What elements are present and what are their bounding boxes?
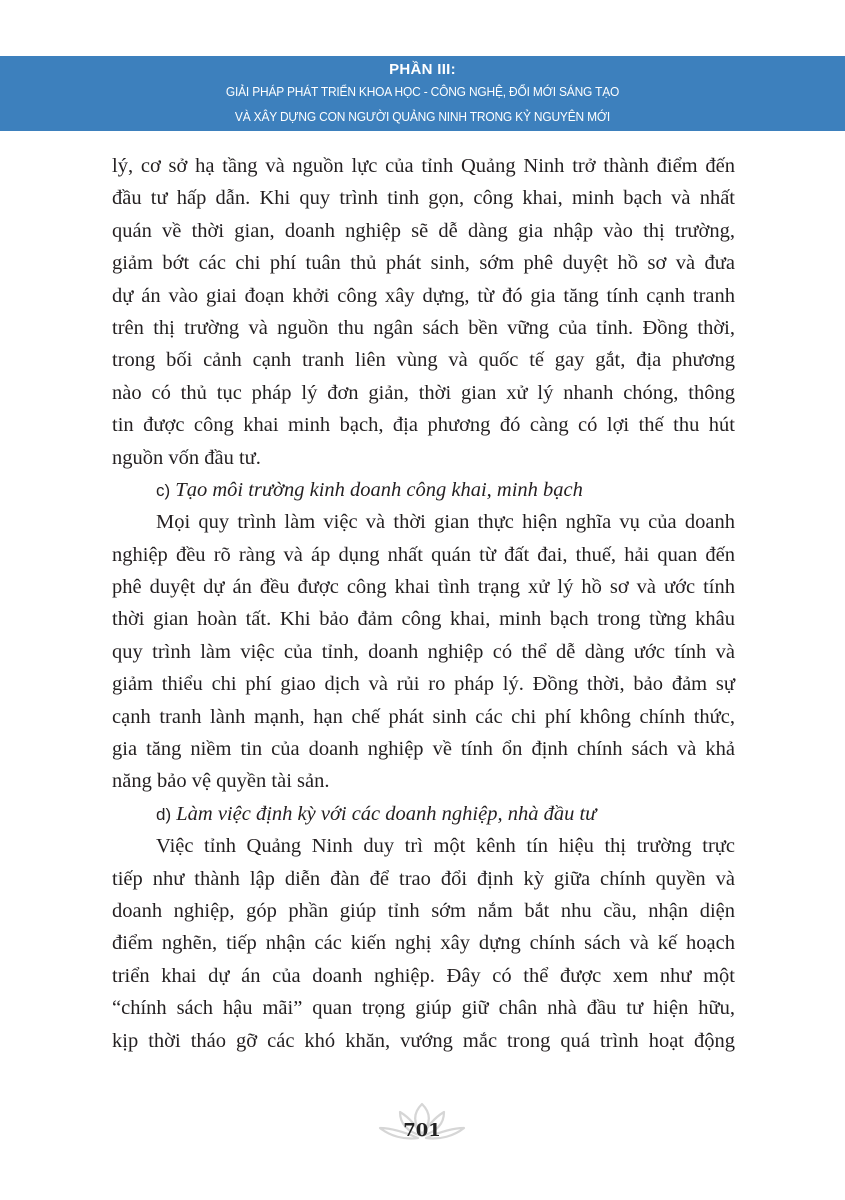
text-line: nguồn vốn đầu tư. — [112, 446, 261, 469]
text-line: giảm bớt các chi phí tuân thủ phát sinh, sớm phê duyệt hồ sơ và đưa — [112, 252, 735, 275]
text-line: cạnh tranh lành mạnh, hạn chế phát sinh các chi phí không chính thức, — [112, 705, 735, 728]
section-subtitle-line-1: GIẢI PHÁP PHÁT TRIỂN KHOA HỌC - CÔNG NGHỆ, ĐỔI MỚI SÁNG TẠO — [225, 84, 620, 99]
section-subtitle-line-2: VÀ XÂY DỰNG CON NGƯỜI QUẢNG NINH TRONG KỶ NGUYÊN MỚI — [234, 109, 611, 124]
text-line: đầu tư hấp dẫn. Khi quy trình tinh gọn, công khai, minh bạch và nhất — [112, 187, 735, 210]
text-line: nghiệp đều rõ ràng và áp dụng nhất quán từ đất đai, thuế, hải quan đến — [112, 543, 735, 566]
subheading-title: Làm việc định kỳ với các doanh nghiệp, nhà đầu tư — [176, 802, 597, 825]
section-header-banner — [0, 56, 845, 131]
text-line: gia tăng niềm tin của doanh nghiệp về tính ổn định chính sách và khả — [112, 738, 735, 761]
text-line: tin được công khai minh bạch, địa phương đó càng có lợi thế thu hút — [112, 414, 735, 437]
subheading-d — [112, 798, 735, 830]
text-line: kịp thời tháo gỡ các khó khăn, vướng mắc trong quá trình hoạt động — [112, 1029, 735, 1052]
page-body — [112, 150, 735, 1057]
text-line: phê duyệt dự án đều được công khai tình trạng xử lý hồ sơ và ước tính — [112, 576, 735, 599]
page-number: 701 — [403, 1120, 441, 1141]
page-footer — [372, 1098, 472, 1148]
paragraph-1 — [112, 150, 735, 474]
text-line: trên thị trường và nguồn thu ngân sách bền vững của tỉnh. Đồng thời, — [112, 316, 735, 339]
text-line: trong bối cảnh cạnh tranh liên vùng và quốc tế gay gắt, địa phương — [112, 349, 735, 372]
text-line: quy trình làm việc của tỉnh, doanh nghiệp có thể dễ dàng ước tính và — [112, 640, 735, 663]
text-line: triển khai dự án của doanh nghiệp. Đây có thể được xem như một — [112, 964, 735, 987]
subheading-c — [112, 474, 735, 506]
subheading-marker: c) — [156, 480, 171, 500]
subheading-title: Tạo môi trường kinh doanh công khai, minh bạch — [175, 478, 583, 501]
paragraph-2 — [112, 506, 735, 798]
subheading-marker: d) — [156, 804, 172, 824]
text-line: thời gian hoàn tất. Khi bảo đảm công khai, minh bạch trong từng khâu — [112, 608, 735, 631]
text-line: tiếp như thành lập diễn đàn để trao đổi định kỳ giữa chính quyền và — [112, 867, 735, 890]
text-line: năng bảo vệ quyền tài sản. — [112, 770, 330, 793]
text-line: lý, cơ sở hạ tầng và nguồn lực của tỉnh Quảng Ninh trở thành điểm đến — [112, 155, 735, 177]
text-line: Việc tỉnh Quảng Ninh duy trì một kênh tín hiệu thị trường trực — [156, 835, 735, 858]
text-line: quán về thời gian, doanh nghiệp sẽ dễ dàng gia nhập vào thị trường, — [112, 219, 735, 242]
text-line: điểm nghẽn, tiếp nhận các kiến nghị xây dựng chính sách và kế hoạch — [112, 932, 735, 955]
part-label: PHẦN III: — [389, 61, 456, 78]
text-line: giảm thiểu chi phí giao dịch và rủi ro pháp lý. Đồng thời, bảo đảm sự — [112, 673, 735, 696]
text-line: dự án vào giai đoạn khởi công xây dựng, từ đó gia tăng tính cạnh tranh — [112, 284, 735, 307]
text-line: doanh nghiệp, góp phần giúp tỉnh sớm nắm bắt nhu cầu, nhận diện — [112, 899, 735, 922]
text-line: “chính sách hậu mãi” quan trọng giúp giữ chân nhà đầu tư hiện hữu, — [112, 997, 735, 1020]
text-line: nào có thủ tục pháp lý đơn giản, thời gian xử lý nhanh chóng, thông — [112, 381, 735, 404]
text-line: Mọi quy trình làm việc và thời gian thực hiện nghĩa vụ của doanh — [156, 511, 735, 534]
paragraph-3 — [112, 830, 735, 1057]
